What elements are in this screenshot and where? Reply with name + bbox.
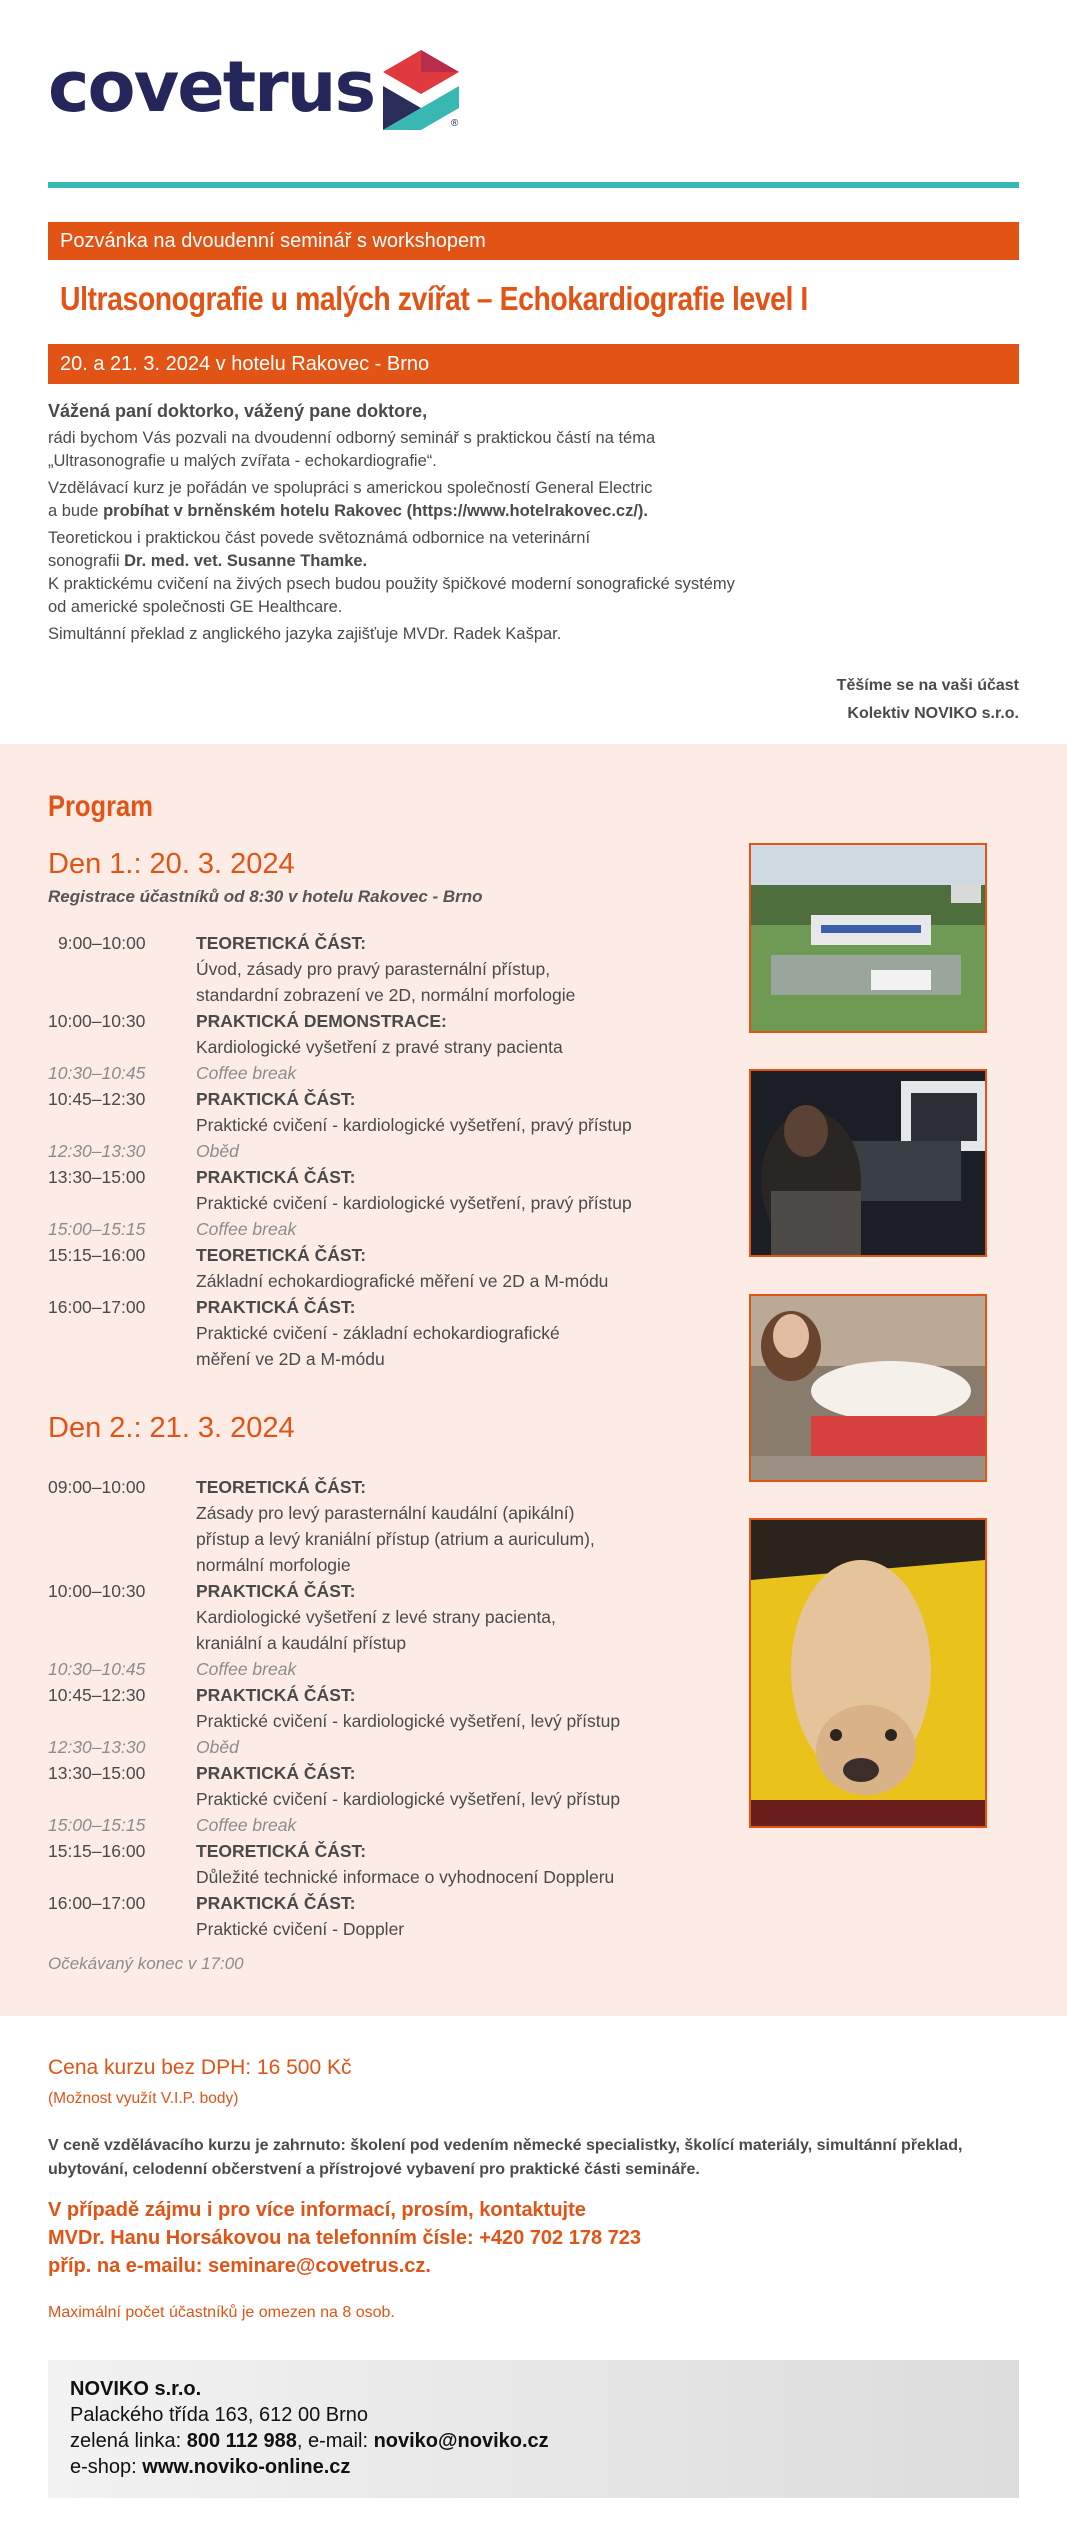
schedule-row: 13:30–15:00 PRAKTICKÁ ČÁST: Praktické cvičení - kardiologické vyšetření, levý přístup [48, 1763, 621, 1809]
end-note: Očekávaný konec v 17:00 [48, 1954, 244, 1973]
date-place-bar: 20. a 21. 3. 2024 v hotelu Rakovec - Brno [48, 344, 1019, 384]
footer-box [48, 2360, 1019, 2498]
schedule-row: 10:45–12:30 PRAKTICKÁ ČÁST: Praktické cvičení - kardiologické vyšetření, levý přístup [48, 1685, 621, 1731]
schedule-break: 10:30–10:45 Coffee break [48, 1063, 297, 1083]
greeting: Vážená paní doktorko, vážený pane doktore, [48, 401, 428, 421]
intro-line: K praktickému cvičení na živých psech budou použity špičkové moderní sonografické systémy [48, 575, 735, 593]
price-includes: V ceně vzdělávacího kurzu je zahrnuto: školení pod vedením německé specialistky, školící materiály, simultánní překlad, ubytování, celodenní občerstvení a přístrojové vybavení pro praktické části semináře. [48, 2137, 963, 2178]
intro-line: Simultánní překlad z anglického jazyka zajišťuje MVDr. Radek Kašpar. [48, 625, 562, 643]
schedule-row: 09:00–10:00 TEORETICKÁ ČÁST: Zásady pro levý parasternální kaudální (apikální) přístup a levý kraniální přístup (atrium a auriculum), normální morfologie [48, 1477, 595, 1575]
phone-link[interactable]: 800 112 988 [186, 2430, 297, 2452]
schedule-row: 10:45–12:30 PRAKTICKÁ ČÁST: Praktické cvičení - kardiologické vyšetření, pravý přístup [48, 1089, 632, 1135]
intro-letter [48, 400, 808, 646]
registered-mark: ® [451, 118, 459, 129]
day1-heading: Den 1.: 20. 3. 2024 [48, 848, 295, 880]
schedule-row: 10:00–10:30 PRAKTICKÁ DEMONSTRACE: Kardiologické vyšetření z pravé strany pacienta [48, 1011, 563, 1057]
contact-line: MVDr. Hanu Horsákovou na telefonním čísle: +420 702 178 723 [48, 2227, 642, 2249]
schedule-break: 15:00–15:15 Coffee break [48, 1219, 297, 1239]
schedule-row: 15:15–16:00 TEORETICKÁ ČÁST: Základní echokardiografické měření ve 2D a M-módu [48, 1245, 609, 1291]
signature [837, 672, 1019, 728]
schedule-break: 15:00–15:15 Coffee break [48, 1815, 297, 1835]
day2-heading: Den 2.: 21. 3. 2024 [48, 1412, 295, 1444]
contact-email-line[interactable]: příp. na e-mailu: seminare@covetrus.cz. [48, 2255, 431, 2277]
day1-schedule [48, 930, 728, 1372]
intro-line: Vzdělávací kurz je pořádán ve spolupráci s americkou společností General Electric [48, 479, 653, 497]
intro-line: a bude probíhat v brněnském hotelu Rakovec (https://www.hotelrakovec.cz/). [48, 502, 648, 520]
schedule-break: 10:30–10:45 Coffee break [48, 1659, 297, 1679]
intro-line: Teoretickou i praktickou část povede světoznámá odbornice na veterinární [48, 529, 591, 547]
schedule-row: 16:00–17:00 PRAKTICKÁ ČÁST: Praktické cvičení - základní echokardiografické měření ve 2D a M-módu [48, 1297, 560, 1369]
course-price: Cena kurzu bez DPH: 16 500 Kč [48, 2056, 352, 2079]
schedule-row: 13:30–15:00 PRAKTICKÁ ČÁST: Praktické cvičení - kardiologické vyšetření, pravý přístup [48, 1167, 632, 1213]
eshop-link[interactable]: www.noviko-online.cz [142, 2456, 351, 2478]
intro-line: rádi bychom Vás pozvali na dvoudenní odborný seminář s praktickou částí na téma [48, 429, 656, 447]
hotel-photo [749, 843, 987, 1033]
signature-line: Kolektiv NOVIKO s.r.o. [847, 705, 1019, 722]
schedule-break: 12:30–13:30 Oběd [48, 1737, 239, 1757]
schedule-row: 9:00–10:00 TEORETICKÁ ČÁST: Úvod, zásady pro pravý parasternální přístup, standardní zobrazení ve 2D, normální morfologie [58, 933, 576, 1005]
invite-bar: Pozvánka na dvoudenní seminář s workshopem [48, 222, 1019, 260]
intro-line: sonografii Dr. med. vet. Susanne Thamke. [48, 552, 368, 570]
footer-company: NOVIKO s.r.o. [70, 2378, 202, 2400]
signature-line: Těšíme se na vaši účast [836, 677, 1019, 694]
contact-line: V případě zájmu i pro více informací, prosím, kontaktujte [48, 2199, 586, 2221]
schedule-row: 10:00–10:30 PRAKTICKÁ ČÁST: Kardiologické vyšetření z levé strany pacienta, kraniální a kaudální přístup [48, 1581, 556, 1653]
logo-wordmark: covetrus [48, 46, 375, 128]
contact-info [48, 2196, 641, 2280]
registration-note: Registrace účastníků od 8:30 v hotelu Rakovec - Brno [48, 887, 483, 906]
header-divider [48, 182, 1019, 188]
email-link[interactable]: noviko@noviko.cz [373, 2430, 549, 2452]
schedule-row: 15:15–16:00 TEORETICKÁ ČÁST: Důležité technické informace o vyhodnocení Doppleru [48, 1841, 615, 1887]
seminar-title: Ultrasonografie u malých zvířat – Echokardiografie level I [60, 280, 808, 317]
covetrus-mark-icon [383, 50, 459, 132]
intro-line: „Ultrasonografie u malých zvířata - echokardiografie“. [48, 452, 437, 470]
program-heading: Program [48, 790, 153, 823]
dog-ultrasound-photo [749, 1518, 987, 1828]
ultrasound-demo-photo [749, 1069, 987, 1257]
vip-note: (Možnost využít V.I.P. body) [48, 2090, 239, 2107]
covetrus-logo [48, 48, 468, 138]
footer-eshop: e-shop: www.noviko-online.cz [70, 2456, 351, 2478]
footer-contact: zelená linka: 800 112 988, e-mail: noviko@noviko.cz [70, 2430, 549, 2452]
schedule-row: 16:00–17:00 PRAKTICKÁ ČÁST: Praktické cvičení - Doppler [48, 1893, 405, 1939]
intro-line: od americké společnosti GE Healthcare. [48, 598, 343, 616]
max-participants: Maximální počet účastníků je omezen na 8 osob. [48, 2304, 395, 2321]
schedule-break: 12:30–13:30 Oběd [48, 1141, 239, 1161]
workshop-photo [749, 1294, 987, 1482]
footer-address: Palackého třída 163, 612 00 Brno [70, 2404, 368, 2426]
day2-schedule [48, 1474, 728, 1942]
